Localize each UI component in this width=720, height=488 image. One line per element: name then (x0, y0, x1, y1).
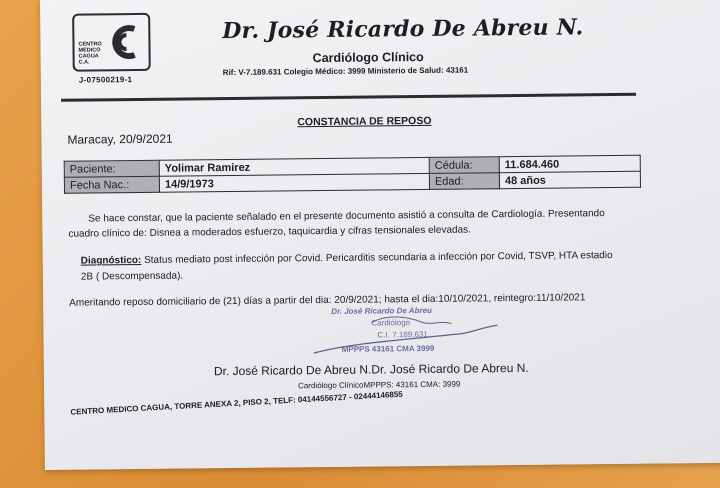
header-divider (61, 93, 636, 102)
stamp-name: Dr. José Ricardo De Abreu (331, 305, 432, 316)
diagnosis-label: Diagnóstico: (80, 254, 142, 267)
patient-dob: 14/9/1973 (159, 173, 429, 192)
document-page (40, 0, 720, 470)
diagnosis-text: Status mediato post infección por Covid. Pericarditis secundaria a infección por Covid, TSVP, HTA estadio (141, 250, 613, 266)
doctor-specialty: Cardiólogo Clínico (312, 49, 424, 66)
doctor-name-heading: Dr. José Ricardo De Abreu N. (222, 14, 584, 45)
doctor-registrations: Rif: V-7.189.631 Colegio Médico: 3999 Ministerio de Salud: 43161 (222, 65, 469, 78)
signature-scribble (311, 311, 501, 357)
stamp-reg: MPPPS 43161 CMA 3999 (341, 343, 435, 354)
document-title: CONSTANCIA DE REPOSO (297, 114, 432, 129)
stamp-ci: C.I. 7.189.631 (377, 329, 428, 340)
diagnosis-line-2: 2B ( Descompensada). (80, 270, 184, 283)
signature-subtitle: Cardiólogo ClínicoMPPPS: 43161 CMA: 3999 (298, 379, 461, 391)
patient-name-label: Paciente: (64, 160, 159, 177)
clinic-logo-text: CENTRO MEDICO CAGUA C.A. (78, 41, 102, 66)
clinic-address-footer: CENTRO MEDICO CAGUA, TORRE ANEXA 2, PISO 2, TELF: 04144556727 - 02444146855 (70, 389, 403, 417)
intro-line-1: Se hace constar, que la paciente señalado en el presente documento asistió a consulta de Cardiología. Presentando (88, 208, 605, 225)
intro-line-2: cuadro clínico de: Disnea a moderados esfuerzo, taquicardia y cifras tensionales elevadas. (68, 224, 471, 240)
place-date: Maracay, 20/9/2021 (67, 131, 173, 147)
clinic-logo-icon (104, 21, 142, 65)
clinic-rif: J-07500219-1 (78, 75, 133, 85)
patient-id: 11.684.460 (499, 155, 640, 172)
doctor-stamp (331, 305, 481, 355)
stamp-title: Cardiólogo (371, 318, 411, 328)
patient-dob-label: Fecha Nac.: (64, 176, 159, 193)
patient-info-table (64, 155, 641, 194)
patient-age-label: Edad: (429, 173, 499, 190)
patient-age: 48 años (499, 171, 640, 188)
clinic-logo (72, 13, 151, 72)
rest-period-text: Ameritando reposo domiciliario de (21) días a partir del dia: 20/9/2021; hasta el dia:10/10/2021, reintegro:11/10/2021 (69, 292, 586, 309)
signature-line: Dr. José Ricardo De Abreu N.Dr. José Ricardo De Abreu N. (213, 360, 529, 379)
patient-name: Yolimar Ramirez (159, 157, 429, 176)
patient-id-label: Cédula: (429, 157, 499, 174)
